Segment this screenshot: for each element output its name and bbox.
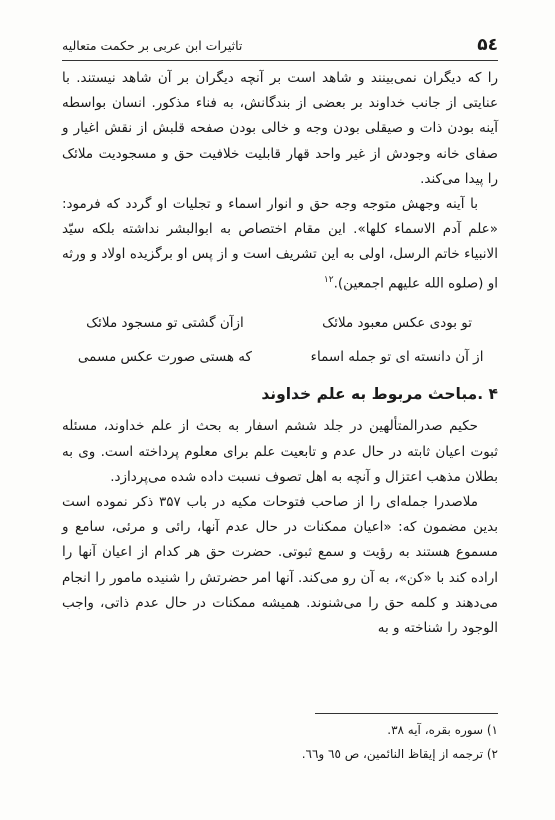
page-number: ۵٤ xyxy=(477,35,498,55)
section-heading: ۴ .مباحث مربوط به علم خداوند xyxy=(261,385,498,404)
footnote-rule xyxy=(315,713,498,714)
hemistich-right: از آن دانسته ای تو جمله اسماء xyxy=(310,348,484,365)
header-rule xyxy=(62,60,498,61)
poem xyxy=(62,306,498,374)
poem-verse xyxy=(62,306,498,340)
paragraph: ملاصدرا جمله‌ای را از صاحب فتوحات مکیه در باب ۳۵۷ ذکر نموده است بدین مضمون که: «اعیان ممکنات در حال عدم آنها، رائی و مرئی، سامع و مسموع هستند به رؤیت و سمع ثبوتی. حضرت حق هر کدام از اعیان آنها را اراده کند با «کن»، به آن رو می‌کند. آنها امر حضرتش را شنیده مامور را انجام می‌دهند و کلمه حق را می‌شنوند. همیشه ممکنات در حال عدم ذاتی، واجب الوجود را شناخته و به xyxy=(62,493,498,636)
hemistich-left: ازآن گشتی تو مسجود ملائک xyxy=(86,314,244,331)
footnotes xyxy=(62,718,498,766)
paragraph: را که دیگران نمی‌بینند و شاهد است بر آنچه دیگران بر آن شاهد نیستند. با عنایتی از جانب خداوند بر بعضی از بندگانش، به فناء مذکور. انسان بواسطه آینه بودن ذات و صیقلی بودن وجه و خالی بودن صفحه قلبش از نقش اغیار و صفای خانه وجودش از غیر واحد قهار قابلیت خلافیت حق و مسجودیت ملائک را پیدا می‌کند. xyxy=(62,70,498,187)
page-body xyxy=(62,66,498,641)
paragraph: حکیم صدرالمتألهین در جلد ششم اسفار به بحث از علم خداوند، مسئله ثبوت اعیان ثابته در حال عدم و تابعیت علم برای معلوم پرداخته است. وی به بطلان مذهب اعتزال و آنچه به اهل تصوف نسبت داده شده می‌پردازد. xyxy=(62,418,498,485)
paragraph xyxy=(62,192,498,296)
footnote: ۲) ترجمه از إیقاظ النائمین، ص ٦٥ و٦٦. xyxy=(301,747,498,761)
running-title: تاثیرات ابن عربی بر حکمت متعالیه xyxy=(62,37,243,53)
footnote-ref: ٢ xyxy=(328,274,334,285)
hemistich-left: که هستی صورت عکس مسمی xyxy=(77,348,252,365)
paragraph-text: با آینه وجهش متوجه وجه حق و انوار اسماء و تجلیات او گردد که فرمود: «علم آدم الاسماء کلها». این مقام اختصاص به ابوالبشر نداشته بلکه سیّد الانبیاء خاتم الرسل، اولی به این تشریف است و از پس او برگزیده اولاد و ورثه او (صلوه الله علیهم اجمعین). xyxy=(62,196,498,292)
footnote: ۱) سوره بقره، آیه ۳۸. xyxy=(387,723,498,737)
footnote-ref: ١ xyxy=(323,274,329,285)
running-header xyxy=(62,34,498,56)
hemistich-right: تو بودی عکس معبود ملائک xyxy=(322,314,472,331)
poem-verse xyxy=(62,340,498,374)
